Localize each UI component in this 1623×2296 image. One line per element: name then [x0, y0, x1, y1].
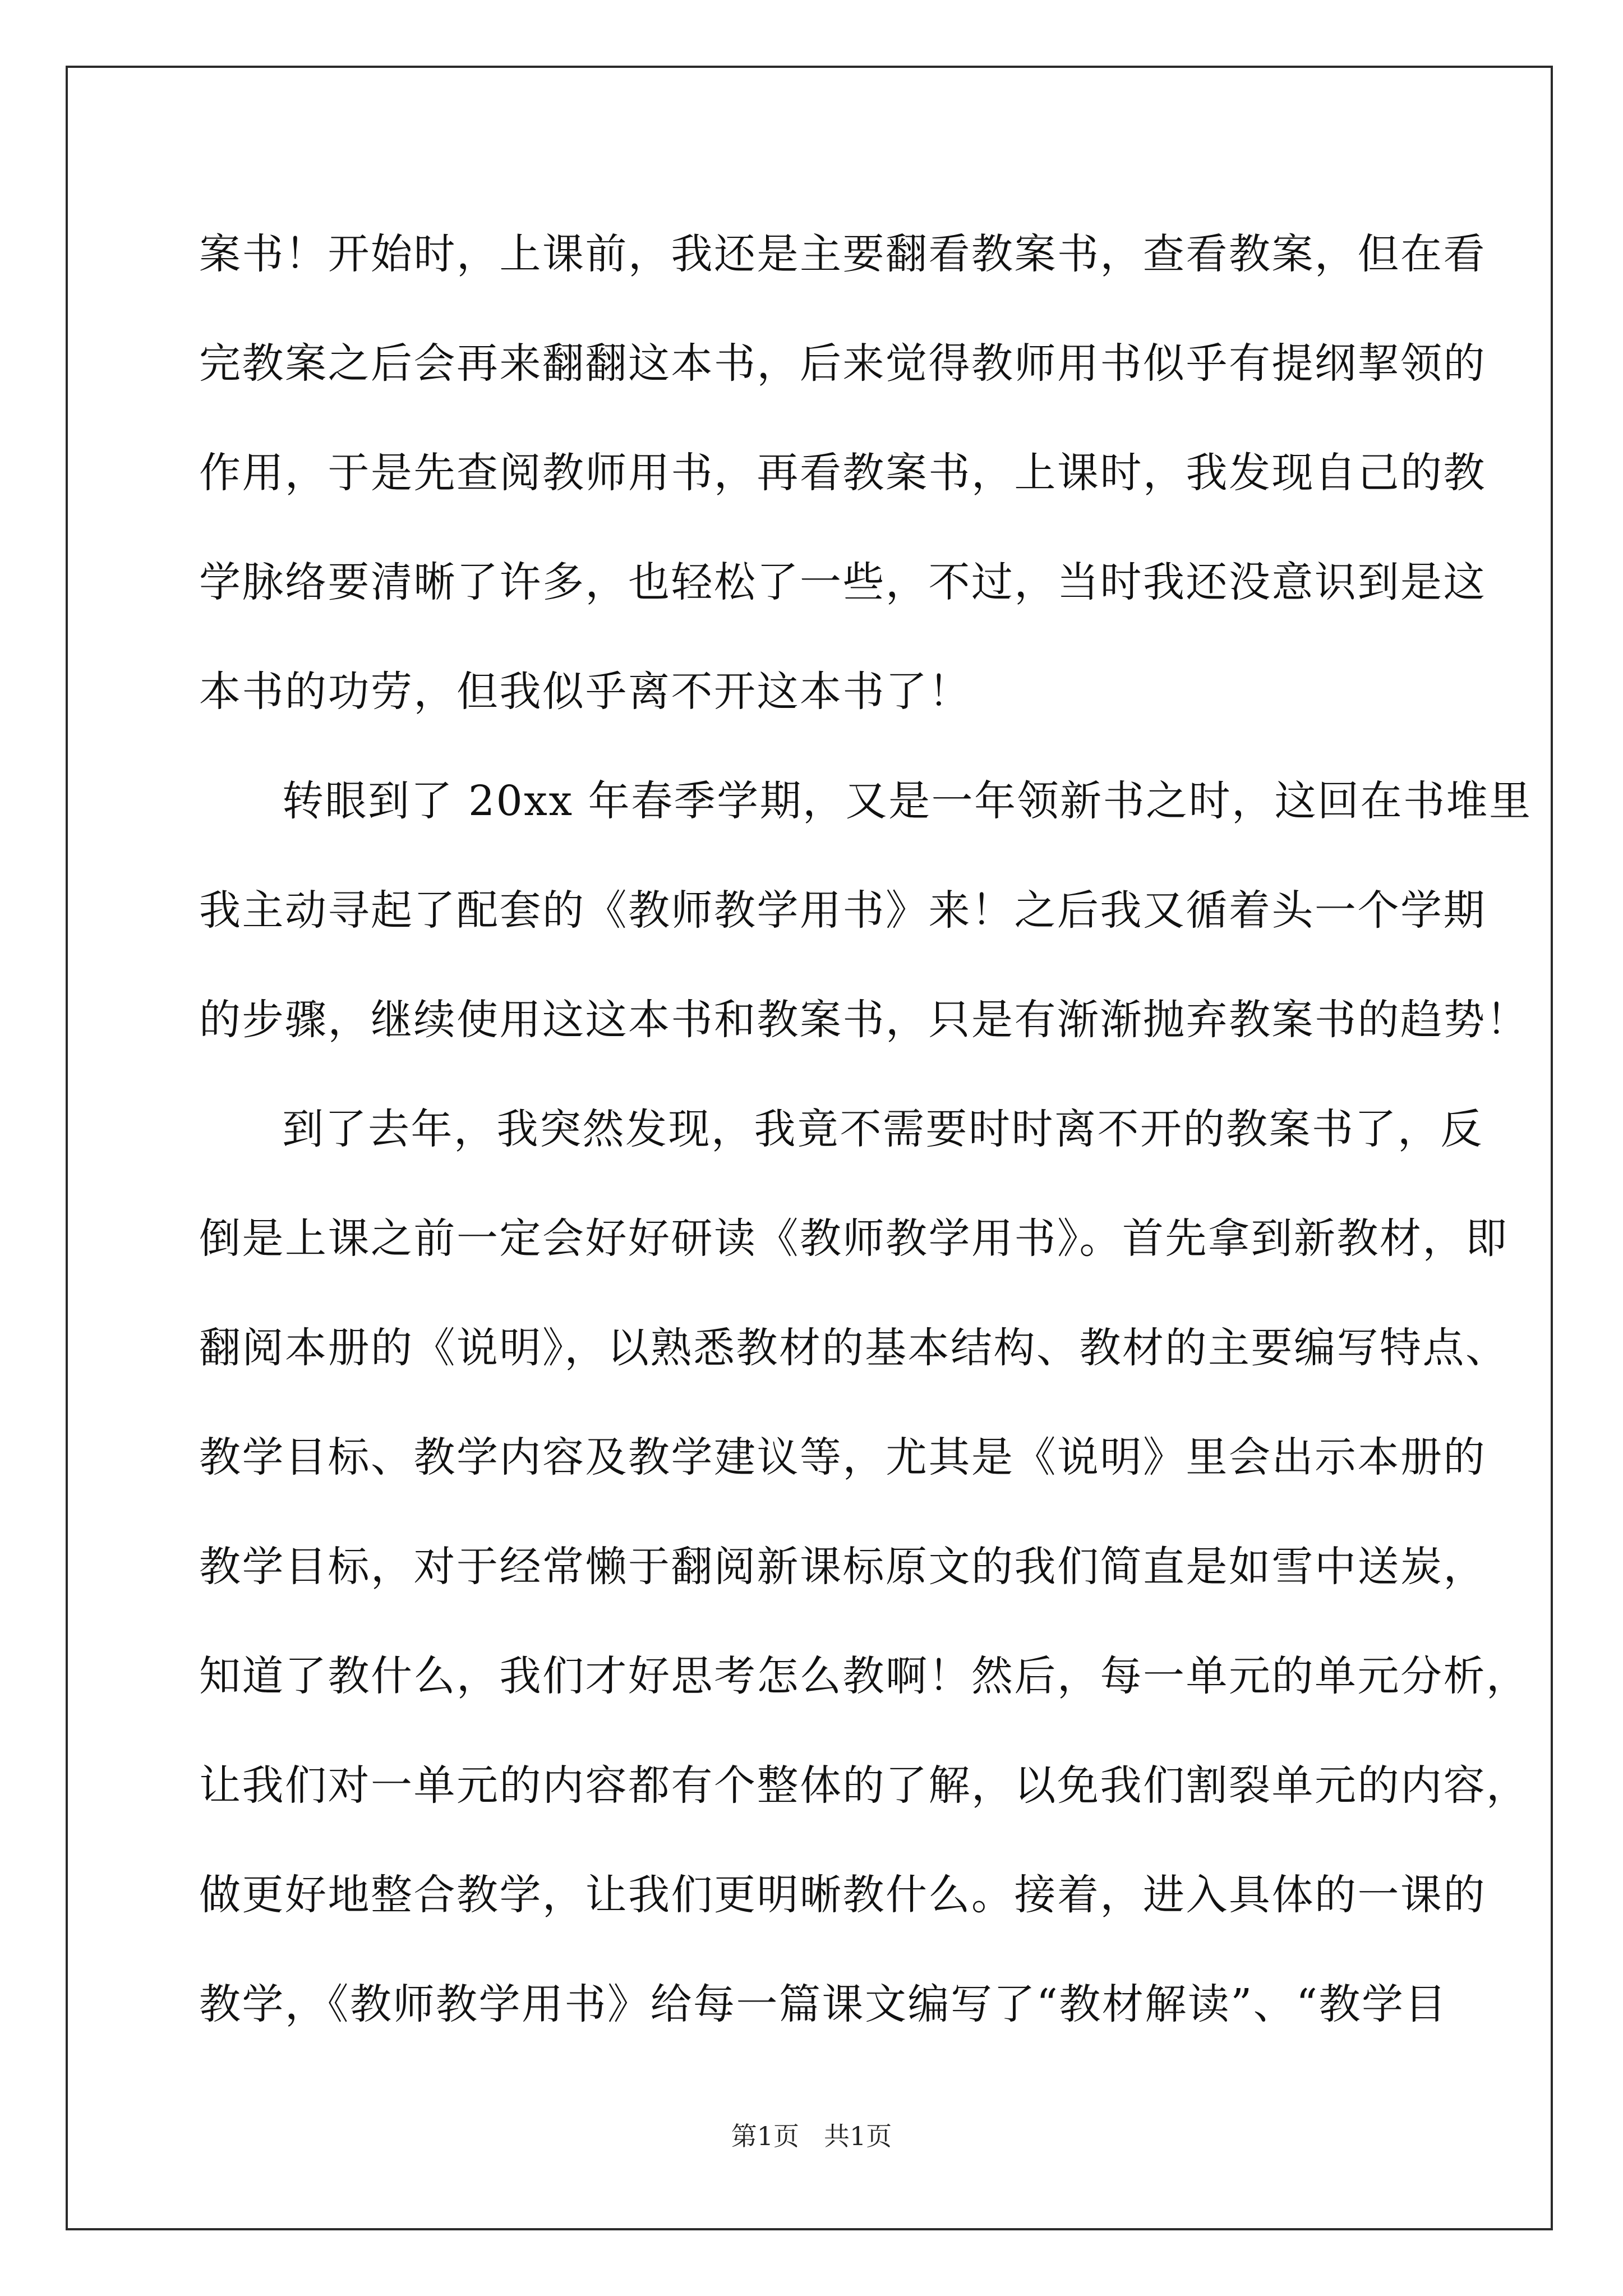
text-line: 倒是上课之前一定会好好研读《教师教学用书》。首先拿到新教材，即 — [199, 1214, 1509, 1263]
text-line: 知道了教什么，我们才好思考怎么教啊！然后，每一单元的单元分析， — [199, 1652, 1529, 1700]
text-line: 让我们对一单元的内容都有个整体的了解，以免我们割裂单元的内容， — [199, 1761, 1529, 1810]
text-line: 案书！开始时，上课前，我还是主要翻看教案书，查看教案，但在看 — [199, 230, 1486, 278]
text-line: 到了去年，我突然发现，我竟不需要时时离不开的教案书了，反 — [282, 1105, 1483, 1153]
text-line: 转眼到了 20xx 年春季学期，又是一年领新书之时，这回在书堆里 — [282, 777, 1532, 825]
text-line: 翻阅本册的《说明》，以熟悉教材的基本结构、教材的主要编写特点、 — [199, 1324, 1509, 1372]
text-line: 做更好地整合教学，让我们更明晰教什么。接着，进入具体的一课的 — [199, 1871, 1486, 1919]
text-line: 教学目标、教学内容及教学建议等，尤其是《说明》里会出示本册的 — [199, 1433, 1486, 1481]
document-body — [199, 200, 1532, 2059]
page-number: 第1页 — [731, 2121, 799, 2151]
text-line: 本书的功劳，但我似乎离不开这本书了！ — [199, 668, 971, 716]
text-line: 教学，《教师教学用书》给每一篇课文编写了“教材解读”、“教学目 — [199, 1980, 1447, 2028]
text-line: 教学目标，对于经常懒于翻阅新课标原文的我们简直是如雪中送炭， — [199, 1543, 1486, 1591]
text-line: 的步骤，继续使用这这本书和教案书，只是有渐渐抛弃教案书的趋势！ — [199, 996, 1529, 1044]
page-total: 共1页 — [824, 2121, 892, 2151]
text-line: 完教案之后会再来翻翻这本书，后来觉得教师用书似乎有提纲挈领的 — [199, 339, 1486, 388]
page-footer — [0, 2119, 1623, 2153]
text-line: 学脉络要清晰了许多，也轻松了一些，不过，当时我还没意识到是这 — [199, 558, 1486, 606]
text-line: 我主动寻起了配套的《教师教学用书》来！之后我又循着头一个学期 — [199, 886, 1486, 935]
text-line: 作用，于是先查阅教师用书，再看教案书，上课时，我发现自己的教 — [199, 449, 1486, 497]
